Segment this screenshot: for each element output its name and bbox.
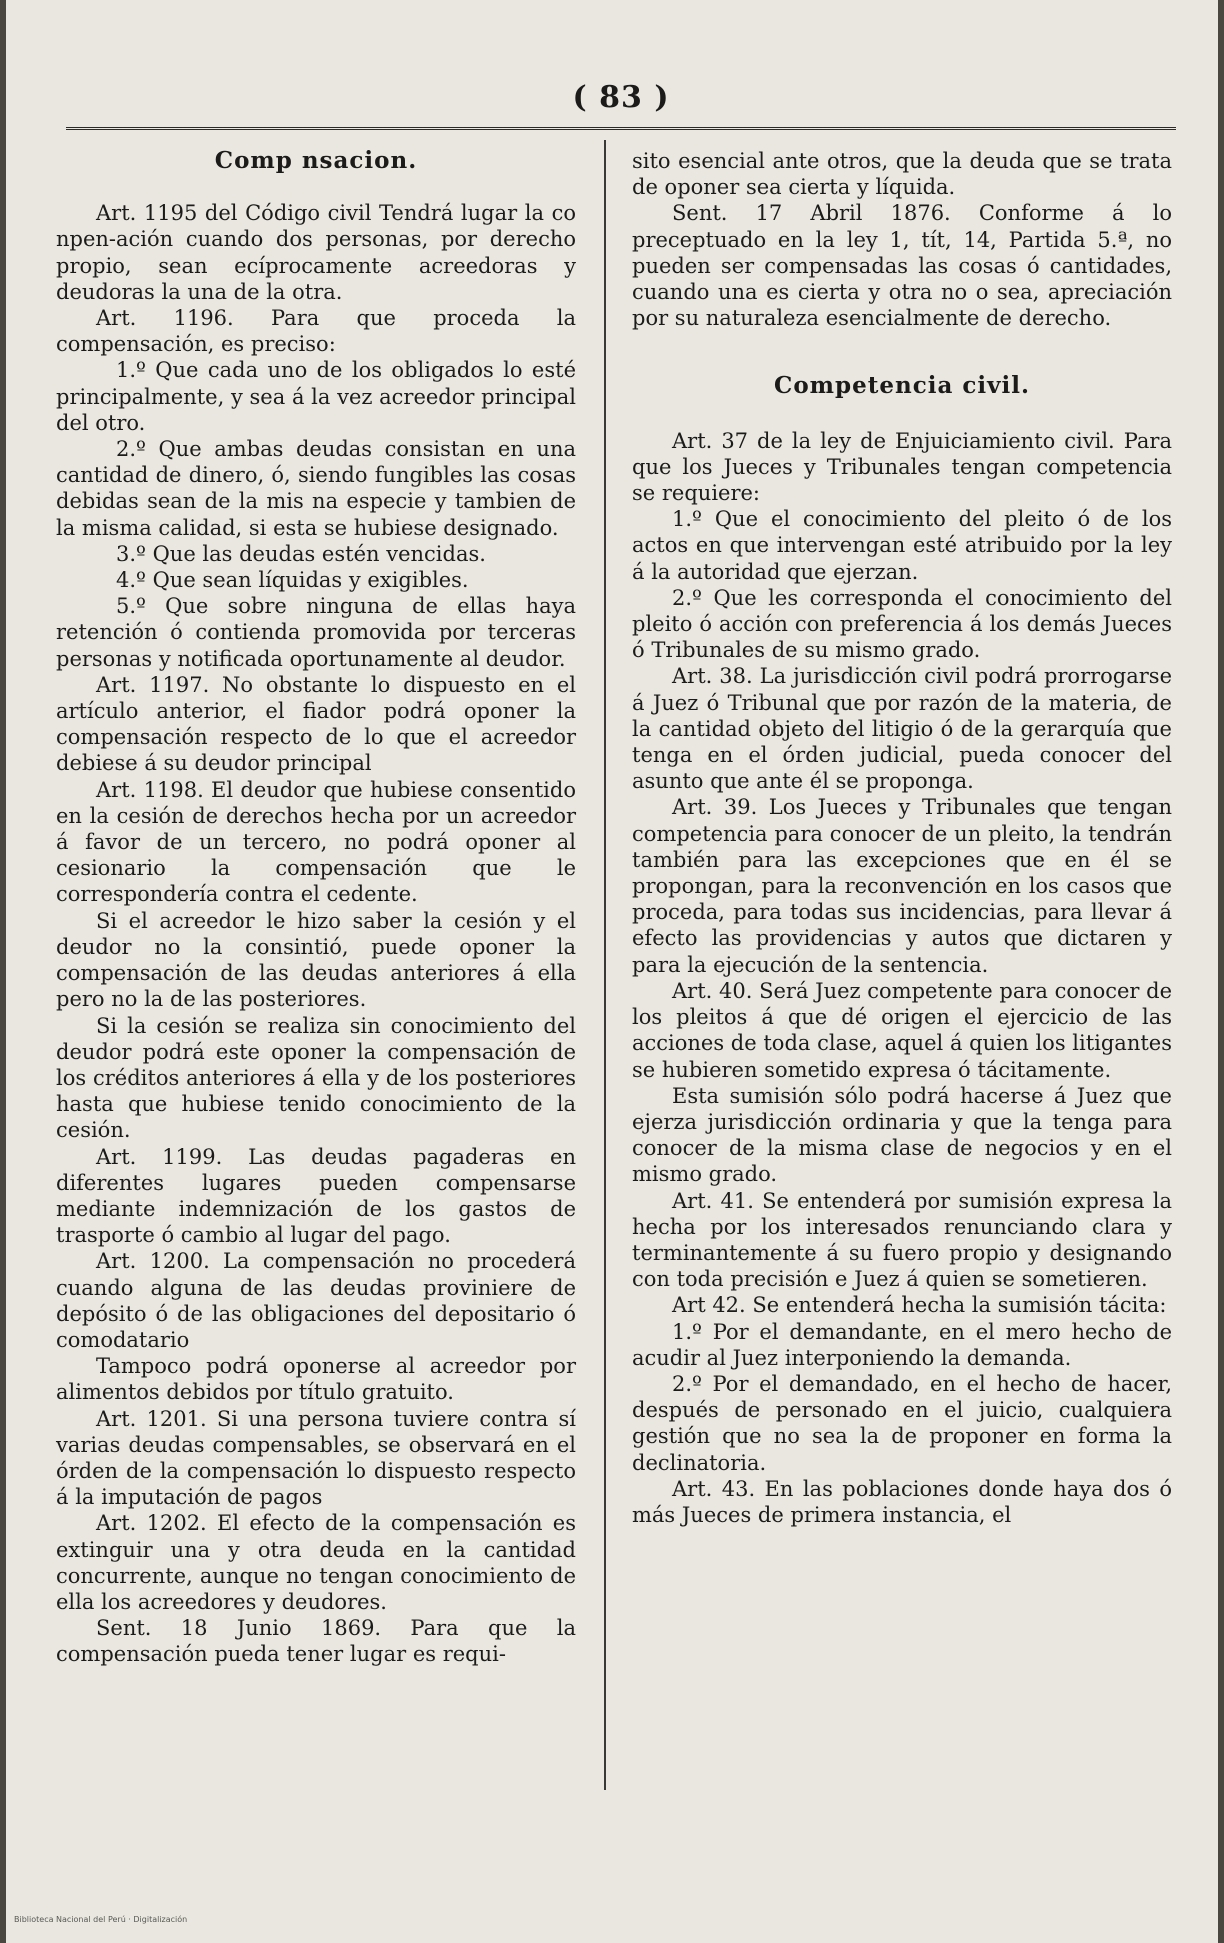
paragraph: Art. 41. Se entenderá por sumisión expresa la hecha por los interesados renunciando clara y terminantemente á su fuero propio y designando con toda precisión e Juez á quien se sometieren. (632, 1188, 1172, 1292)
paragraph: 1.º Que cada uno de los obligados lo esté principalmente, y sea á la vez acreedor principal del otro. (56, 358, 576, 435)
paragraph: Art 42. Se entenderá hecha la sumisión tácita: (672, 1293, 1167, 1318)
left-column (56, 148, 576, 1668)
paragraph: 2.º Que les corresponda el conocimiento del pleito ó acción con preferencia á los demás Jueces ó Tribunales de su mismo grado. (632, 585, 1172, 663)
paragraph: 1.º Que el conocimiento del pleito ó de los actos en que intervengan esté atribuido por la ley á la autoridad que ejerzan. (632, 507, 1172, 584)
paragraph: Art. 37 de la ley de Enjuiciamiento civil. Para que los Jueces y Tribunales tengan competencia se requiere: (632, 428, 1172, 506)
paragraph: Tampoco podrá oponerse al acreedor por alimentos debidos por título gratuito. (56, 1354, 576, 1405)
paragraph: Art. 1195 del Código civil Tendrá lugar la co npen-ación cuando dos personas, por derecho propio, sean ecíprocamente acreedoras y deudoras la una de la otra. (56, 201, 576, 304)
paragraph: Art. 1202. El efecto de la compensación es extinguir una y otra deuda en la cantidad concurrente, aunque no tengan conocimiento de ella los acreedores y deudores. (56, 1511, 576, 1614)
paragraph: Art. 1201. Si una persona tuviere contra sí varias deudas compensables, se observará en el órden de la compensación lo dispuesto respecto á la imputación de pagos (56, 1406, 576, 1510)
right-column (632, 148, 1172, 1528)
right-column-body (632, 428, 1172, 1529)
scanned-page (6, 0, 1218, 1943)
column-divider (604, 140, 606, 1790)
library-footer: Biblioteca Nacional del Perú · Digitalización (14, 1915, 188, 1924)
paragraph: Art. 1196. Para que proceda la compensación, es preciso: (56, 306, 576, 357)
paragraph: Sent. 17 Abril 1876. Conforme á lo preceptuado en la ley 1, tít, 14, Partida 5.ª, no pueden ser compensadas las cosas ó cantidades, cuando una es cierta y otra no o sea, apreciación por su naturaleza esencialmente de derecho. (632, 201, 1172, 331)
section-heading-compensacion: Comp nsacion. (214, 147, 418, 174)
paragraph: Art. 1199. Las deudas pagaderas en diferentes lugares pueden compensarse mediante indemnización de los gastos de trasporte ó cambio al lugar del pago. (56, 1144, 576, 1248)
paragraph: Si la cesión se realiza sin conocimiento del deudor podrá este oponer la compensación de los créditos anteriores á ella y de los posteriores hasta que hubiese tenido conocimiento de la cesión. (56, 1013, 576, 1143)
paragraph: Art. 1200. La compensación no procederá cuando alguna de las deudas proviniere de depósito ó de las obligaciones del depositario ó comodatario (56, 1249, 576, 1352)
paragraph: Art. 38. La jurisdicción civil podrá prorrogarse á Juez ó Tribunal que por razón de la materia, de la cantidad objeto del litigio ó de la gerarquía que tenga en el órden judicial, pueda conocer del asunto que ante él se proponga. (632, 664, 1172, 794)
paragraph: Si el acreedor le hizo saber la cesión y el deudor no la consintió, puede oponer la compensación de las deudas anteriores á ella pero no la de las posteriores. (56, 908, 576, 1012)
paragraph: 2.º Por el demandado, en el hecho de hacer, después de personado en el juicio, cualquiera gestión que no sea la de proponer en forma la declinatoria. (632, 1371, 1172, 1475)
section-heading-competencia: Competencia civil. (774, 372, 1030, 400)
paragraph: Art. 43. En las poblaciones donde haya dos ó más Jueces de primera instancia, el (632, 1476, 1172, 1527)
paragraph: 4.º Que sean líquidas y exigibles. (116, 568, 469, 593)
paragraph: 3.º Que las deudas estén vencidas. (116, 541, 486, 566)
paragraph: Esta sumisión sólo podrá hacerse á Juez que ejerza jurisdicción ordinaria y que la tenga para conocer de la misma clase de negocios y en el mismo grado. (632, 1083, 1172, 1187)
paragraph: Art. 40. Será Juez competente para conocer de los pleitos á que dé origen el ejercicio de las acciones de toda clase, aquel á quien los litigantes se hubieren sometido expresa ó tácitamente. (632, 978, 1172, 1082)
left-column-body (56, 200, 576, 1667)
paragraph: Art. 1198. El deudor que hubiese consentido en la cesión de derechos hecha por un acreedor á favor de un tercero, no podrá oponer al cesionario la compensación que le correspondería contra el cedente. (56, 777, 576, 907)
paragraph: 1.º Por el demandante, en el mero hecho de acudir al Juez interponiendo la demanda. (632, 1319, 1172, 1370)
paragraph: Art. 39. Los Jueces y Tribunales que tengan competencia para conocer de un pleito, la tendrán también para las excepciones que en él se propongan, para la reconvención en los casos que proceda, para todas sus incidencias, para llevar á efecto las providencias y autos que dictaren y para la ejecución de la sentencia. (632, 795, 1172, 977)
paragraph: 2.º Que ambas deudas consistan en una cantidad de dinero, ó, siendo fungibles las cosas debidas sean de la mis na especie y tambien de la misma calidad, si esta se hubiese designado. (56, 437, 576, 540)
header-rule (66, 127, 1176, 130)
paragraph: sito esencial ante otros, que la deuda que se trata de oponer sea cierta y líquida. (632, 149, 1172, 200)
paragraph: 5.º Que sobre ninguna de ellas haya retención ó contienda promovida por terceras personas y notificada oportunamente al deudor. (56, 594, 576, 671)
right-column-intro (632, 148, 1172, 331)
page-number: ( 83 ) (572, 80, 670, 115)
paragraph: Sent. 18 Junio 1869. Para que la compensación pueda tener lugar es requi- (56, 1616, 576, 1667)
paragraph: Art. 1197. No obstante lo dispuesto en el artículo anterior, el fiador podrá oponer la compensación respecto de lo que el acreedor debiese á su deudor principal (56, 672, 576, 776)
